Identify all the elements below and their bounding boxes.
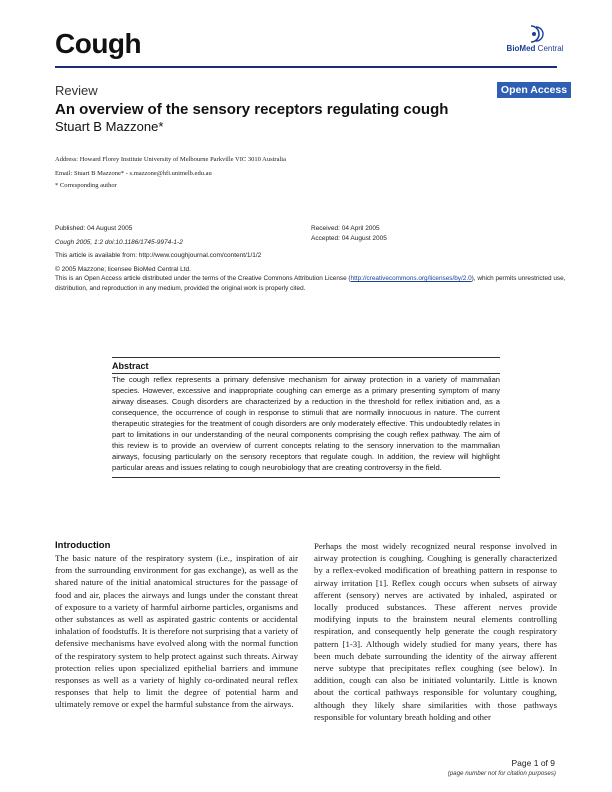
body-left-column — [55, 540, 298, 711]
page-number-note: (page number not for citation purposes) — [447, 770, 556, 777]
license-statement — [55, 274, 575, 293]
license-link[interactable]: http://creativecommons.org/licenses/by/2.0 — [350, 275, 472, 282]
accepted-date: Accepted: 04 August 2005 — [311, 235, 387, 242]
citation-doi[interactable]: Cough 2005, 1:2 doi:10.1186/1745-9974-1-2 — [55, 239, 183, 246]
received-date: Received: 04 April 2005 — [311, 225, 380, 232]
publisher-logo[interactable] — [505, 24, 565, 53]
abstract-heading: Abstract — [112, 361, 149, 371]
corresponding-author-note: * Corresponding author — [55, 182, 117, 189]
abstract-top-rule — [112, 357, 500, 358]
biomed-central-logo-icon — [526, 24, 544, 44]
author-name: Stuart B Mazzone* — [55, 119, 164, 134]
introduction-paragraph: The basic nature of the respiratory system (i.e., inspiration of air from the surrounding environment for gas exchange), as well as the shared nature of the initial anatomical structures for the passage of food and air, places the airways and lungs under the constant threat of exposure to a variety of harmful airborne particles, organisms and other substances as well as aspirated gastric contents or accidental inhalation of foodstuffs. It is therefore not surprising that a variety of defensive mechanisms have evolved along with the normal function of the respiratory system to help protect against such threats. Airway protection relies upon specialized epithelial barriers and immune responses as well as a variety of highly co-ordinated neural reflex responses that help to limit the degree of potential harm and ultimately remove or expel the harmful substance from the airways. — [55, 553, 298, 710]
abstract-bottom-rule — [112, 477, 500, 478]
abstract-text: The cough reflex represents a primary defensive mechanism for airway protection in a variety of mammalian species. However, excessive and inappropriate coughing can emerge as a primary presenting symptom of many airway diseases. Cough disorders are characterized by a reduction in the threshold for reflex initiation and, as a consequence, the occurrence of cough in response to stimuli that are normally innocuous in nature. The current therapeutic strategies for the treatment of cough disorders are only moderately effective. This undoubtedly relates in part to limitations in our understanding of the neural components comprising the cough reflex pathway. The aim of this review is to provide an overview of current concepts relating to the sensory innervation to the mammalian airways, focusing particularly on the sensory receptors that regulate cough. In addition, the review will highlight particular areas and issues relating to cough neurobiology that are creating controversy in the field. — [112, 375, 500, 472]
page-number: Page 1 of 9 — [511, 758, 555, 768]
article-type: Review — [55, 83, 98, 98]
author-address: Address: Howard Florey Institute University of Melbourne Parkville VIC 3010 Australia — [55, 156, 286, 163]
header-rule — [55, 66, 557, 68]
journal-title: Cough — [55, 28, 142, 59]
body-right-column — [314, 540, 557, 723]
article-url[interactable]: This article is available from: http://www.coughjournal.com/content/1/1/2 — [55, 252, 262, 259]
published-date: Published: 04 August 2005 — [55, 225, 133, 232]
introduction-heading: Introduction — [55, 540, 111, 551]
license-text-before: This is an Open Access article distributed under the terms of the Creative Commons Attribution License ( — [55, 275, 351, 282]
open-access-badge[interactable]: Open Access — [497, 82, 571, 98]
copyright-notice: © 2005 Mazzone; licensee BioMed Central Ltd. — [55, 266, 191, 273]
abstract-box — [112, 357, 500, 478]
author-email[interactable]: Email: Stuart B Mazzone* - s.mazzone@hfi.unimelb.edu.au — [55, 170, 212, 177]
publisher-name-rest: Central — [535, 44, 564, 53]
body-paragraph-right: Perhaps the most widely recognized neural response involved in airway protection is coughing. Coughing is generally characterized by a reflex-evoked modification of breathing pattern in response to airway irritation [1]. Reflex cough occurs when subsets of airway afferent (sensory) nerves are activated by inhaled, aspirated or locally produced substances. These afferent nerves provide modifying inputs to the brainstem neural elements controlling respiration, and consequently help generate the cough respiratory pattern [1-3]. Although widely studied for many years, there has been much debate surrounding the identity of the airway afferent nerve subtype that precipitates reflex coughing (see below). In addition, cough can also be initiated voluntarily. Little is known about the cortical pathways responsible for voluntary coughing, although they likely share similarities with those pathways responsible for voluntary breath holding and other — [314, 541, 557, 722]
license-text-after: ), which permits unrestricted use, distribution, and reproduction in any medium, provided the original work is properly cited. — [55, 275, 566, 292]
article-title: An overview of the sensory receptors regulating cough — [55, 101, 449, 118]
publisher-name — [505, 44, 565, 53]
publisher-name-bold: BioMed — [506, 44, 536, 53]
